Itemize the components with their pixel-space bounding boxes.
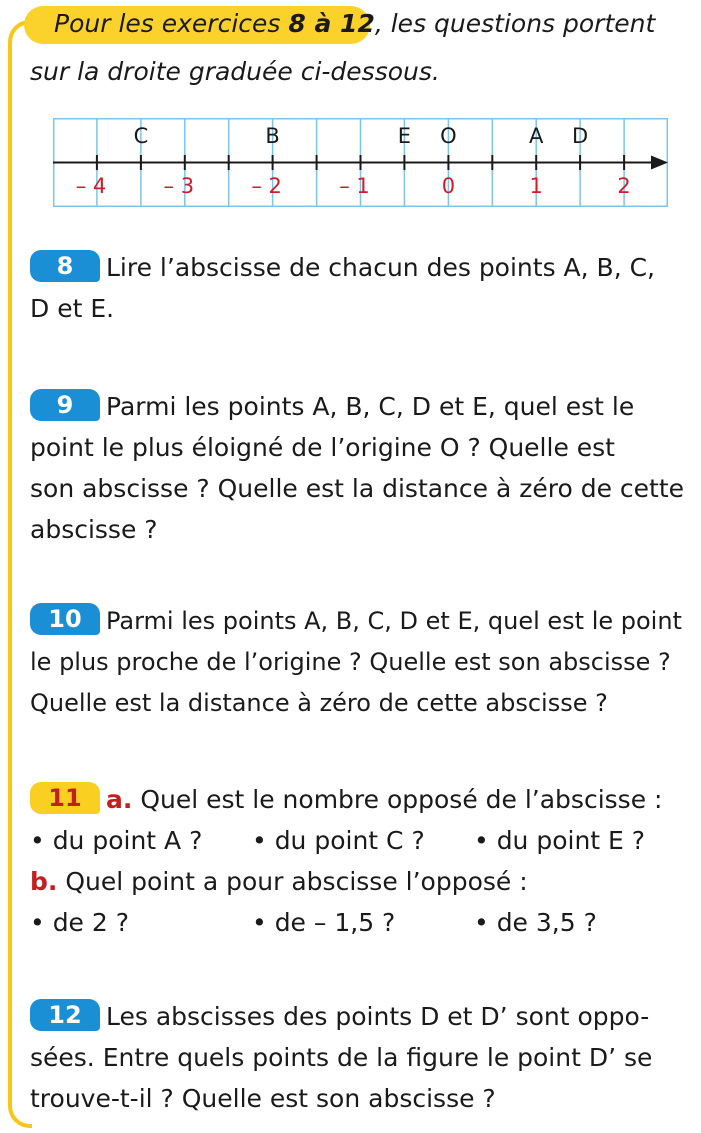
- tick-label-minus3: – 3: [163, 174, 195, 198]
- part-a-items: [30, 820, 696, 861]
- point-label-B: B: [265, 124, 280, 148]
- exercise-line: sées. Entre quels points de la figure le point D’ se: [30, 1043, 653, 1072]
- exercise-9: [30, 386, 696, 550]
- exercise-number-badge: 12: [30, 999, 100, 1031]
- exercise-line: Les abscisses des points D et D’ sont oppo-: [106, 1002, 650, 1031]
- intro-text: [30, 6, 694, 86]
- part-a-label: a.: [106, 785, 133, 814]
- exercise-line: Parmi les points A, B, C, D et E, quel est le: [106, 392, 635, 421]
- exercise-line: Quelle est la distance à zéro de cette abscisse ?: [30, 689, 608, 717]
- part-b-items: [30, 902, 696, 943]
- list-item: • de 3,5 ?: [474, 908, 597, 937]
- exercise-10: [30, 601, 696, 724]
- point-label-E: E: [397, 124, 412, 148]
- tick-label-2: 2: [617, 174, 631, 198]
- exercise-line: Lire l’abscisse de chacun des points A, B, C,: [106, 253, 655, 282]
- list-item: • de 2 ?: [30, 908, 130, 937]
- list-item: • du point A ?: [30, 826, 203, 855]
- tick-label-minus1: – 1: [339, 174, 370, 198]
- tick-label-minus4: – 4: [75, 174, 107, 198]
- exercise-line: son abscisse ? Quelle est la distance à zéro de cette: [30, 474, 685, 503]
- number-line-figure: [53, 118, 668, 207]
- point-label-D: D: [572, 124, 589, 148]
- yellow-bracket-decoration: [8, 20, 32, 1128]
- intro-line2: sur la droite graduée ci-dessous.: [30, 57, 440, 86]
- exercise-line: le plus proche de l’origine ? Quelle est son abscisse ?: [30, 648, 671, 676]
- axis-arrow-icon: [651, 156, 668, 170]
- part-b-label: b.: [30, 867, 58, 896]
- point-label-A: A: [529, 124, 544, 148]
- intro-bold: 8 à 12: [288, 9, 375, 38]
- exercise-8: [30, 247, 696, 329]
- tick-label-0: 0: [441, 174, 456, 198]
- part-b-text: Quel point a pour abscisse l’opposé :: [65, 867, 528, 896]
- point-label-O: O: [440, 124, 457, 148]
- exercise-number-badge: 11: [30, 782, 100, 814]
- list-item: • du point E ?: [474, 826, 646, 855]
- exercise-12: [30, 996, 696, 1119]
- part-a-text: Quel est le nombre opposé de l’abscisse :: [140, 785, 663, 814]
- exercise-line: D et E.: [30, 294, 115, 323]
- point-label-C: C: [133, 124, 149, 148]
- tick-label-minus2: – 2: [251, 174, 282, 198]
- exercise-line: abscisse ?: [30, 515, 158, 544]
- intro-part2: , les questions portent: [374, 9, 656, 38]
- list-item: • du point C ?: [252, 826, 425, 855]
- tick-label-1: 1: [529, 174, 543, 198]
- exercise-number-badge: 8: [30, 250, 100, 282]
- exercise-number-badge: 9: [30, 389, 100, 421]
- exercise-line: Parmi les points A, B, C, D et E, quel est le point: [106, 607, 682, 635]
- exercise-line: trouve-t-il ? Quelle est son abscisse ?: [30, 1084, 496, 1113]
- exercise-line: point le plus éloigné de l’origine O ? Quelle est: [30, 433, 615, 462]
- exercise-number-badge: 10: [30, 603, 100, 635]
- intro-part1: Pour les exercices: [54, 9, 289, 38]
- exercise-11: [30, 779, 696, 943]
- list-item: • de – 1,5 ?: [252, 908, 396, 937]
